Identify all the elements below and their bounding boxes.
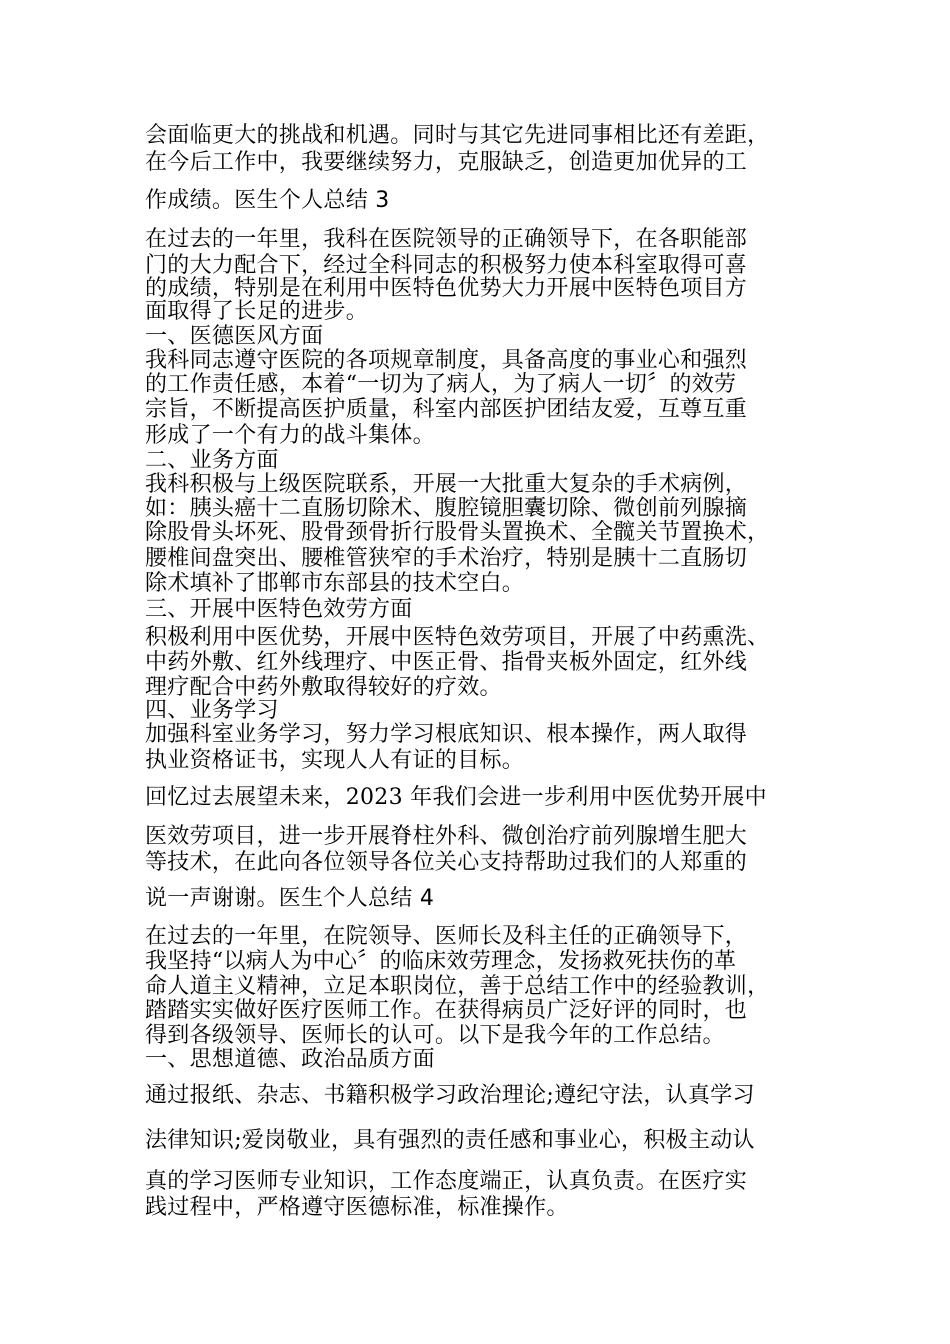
text-line: 法律知识;爱岗敬业，具有强烈的责任感和事业心，积极主动认 bbox=[145, 1128, 755, 1153]
subheading-tcm-service: 三、开展中医特色效劳方面 bbox=[145, 597, 413, 622]
text-line: 回忆过去展望未来，2023 年我们会进一步利用中医优势开展中 bbox=[145, 785, 767, 810]
text-line: 宗旨，不断提高医护质量，科室内部医护团结友爱，互尊互重 bbox=[145, 397, 748, 422]
text-line: 腰椎间盘突出、腰椎管狭窄的手术治疗，特别是胰十二直肠切 bbox=[145, 546, 748, 571]
text-line: 的成绩，特别是在利用中医特色优势大力开展中医特色项目方 bbox=[145, 276, 748, 301]
text-line: 得到各级领导、医师长的认可。以下是我今年的工作总结。 bbox=[145, 1023, 725, 1048]
text-line: 真的学习医师专业知识，工作态度端正，认真负责。在医疗实 bbox=[145, 1169, 748, 1194]
text-line: 会面临更大的挑战和机遇。同时与其它先进同事相比还有差距， bbox=[145, 123, 770, 148]
text-line: 等技术，在此向各位领导各位关心支持帮助过我们的人郑重的 bbox=[145, 850, 748, 875]
text-line: 中药外敷、红外线理疗、中医正骨、指骨夹板外固定，红外线 bbox=[145, 650, 748, 675]
text-line: 除股骨头坏死、股骨颈骨折行股骨头置换术、全髋关节置换术， bbox=[145, 520, 770, 545]
text-line: 医效劳项目，进一步开展脊柱外科、微创治疗前列腺增生肥大 bbox=[145, 824, 748, 849]
text-line: 理疗配合中药外敷取得较好的疗效。 bbox=[145, 675, 502, 700]
text-line: 踏踏实实做好医疗医师工作。在获得病员广泛好评的同时，也 bbox=[145, 998, 748, 1023]
text-line: 积极利用中医优势，开展中医特色效劳项目，开展了中药熏洗、 bbox=[145, 625, 770, 650]
text-line: 我坚持“以病人为中心〞的临床效劳理念，发扬救死扶伤的革 bbox=[145, 949, 737, 974]
text-line: 我科同志遵守医院的各项规章制度，具备高度的事业心和强烈 bbox=[145, 348, 748, 373]
text-line: 除术填补了邯郸市东部县的技术空白。 bbox=[145, 571, 525, 596]
text-line: 在过去的一年里，我科在医院领导的正确领导下，在各职能部 bbox=[145, 227, 748, 252]
text-line: 加强科室业务学习，努力学习根底知识、根本操作，两人取得 bbox=[145, 722, 748, 747]
text-line: 通过报纸、杂志、书籍积极学习政治理论;遵纪守法，认真学习 bbox=[145, 1083, 755, 1108]
text-line: 面取得了长足的进步。 bbox=[145, 299, 369, 324]
section-title-summary-3: 作成绩。医生个人总结 3 bbox=[145, 188, 390, 213]
subheading-moral-political: 一、思想道德、政治品质方面 bbox=[145, 1047, 435, 1072]
text-line: 门的大力配合下，经过全科同志的积极努力使本科室取得可喜 bbox=[145, 253, 748, 278]
subheading-business: 二、业务方面 bbox=[145, 448, 279, 473]
subheading-medical-ethics: 一、医德医风方面 bbox=[145, 324, 324, 349]
text-line: 如：胰头癌十二直肠切除术、腹腔镜胆囊切除、微创前列腺摘 bbox=[145, 496, 748, 521]
text-line: 形成了一个有力的战斗集体。 bbox=[145, 423, 435, 448]
text-line: 命人道主义精神，立足本职岗位，善于总结工作中的经验教训， bbox=[145, 974, 770, 999]
text-line: 践过程中，严格遵守医德标准，标准操作。 bbox=[145, 1195, 569, 1220]
subheading-study: 四、业务学习 bbox=[145, 698, 279, 723]
text-line: 在今后工作中，我要继续努力，克服缺乏，创造更加优异的工 bbox=[145, 150, 748, 175]
text-line: 在过去的一年里，在院领导、医师长及科主任的正确领导下， bbox=[145, 924, 748, 949]
section-title-summary-4: 说一声谢谢。医生个人总结 4 bbox=[145, 886, 435, 911]
text-line: 的工作责任感，本着“一切为了病人，为了病人一切〞的效劳 bbox=[145, 372, 737, 397]
text-line: 执业资格证书，实现人人有证的目标。 bbox=[145, 748, 525, 773]
text-line: 我科积极与上级医院联系，开展一大批重大复杂的手术病例， bbox=[145, 472, 748, 497]
